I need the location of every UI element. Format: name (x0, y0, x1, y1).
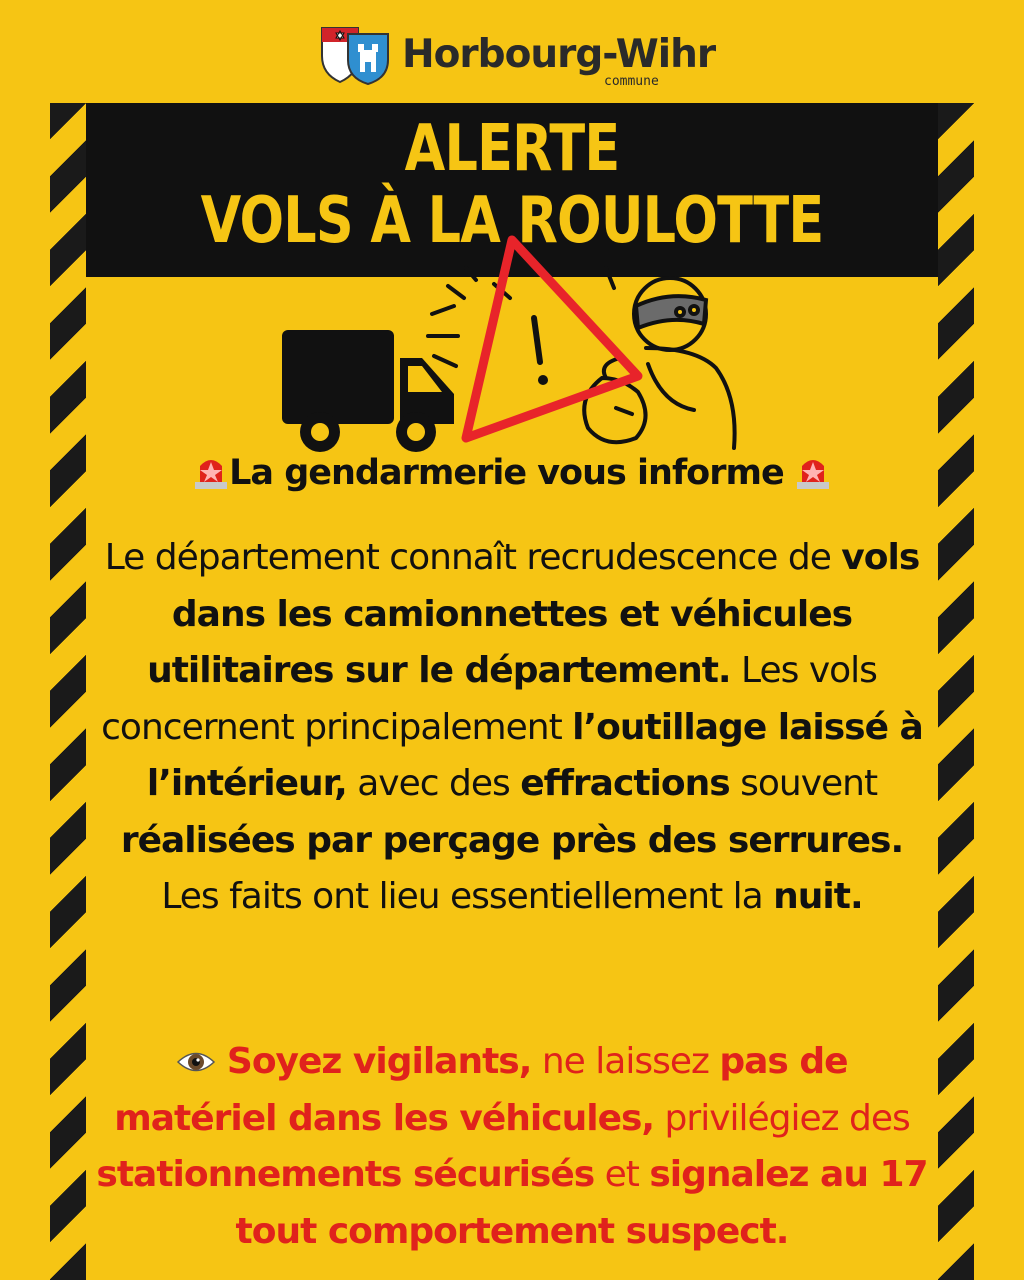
warn-span-bold: signalez au 17 tout comportement suspect. (235, 1154, 928, 1252)
warn-span-bold: Soyez vigilants, (226, 1041, 532, 1082)
text-span: avec des (346, 763, 521, 804)
siren-icon (795, 452, 831, 490)
hazard-stripe-right (938, 103, 974, 1280)
text-span: Le département connaît recrudescence de (104, 537, 842, 578)
title-line-1: ALERTE (404, 112, 620, 186)
info-paragraph (96, 530, 928, 926)
illustration (276, 228, 756, 456)
eye-icon (176, 1049, 216, 1075)
warn-span-bold: stationnements sécurisés (96, 1154, 595, 1195)
title-line-2: VOLS À LA ROULOTTE (200, 184, 824, 258)
truck-icon (282, 286, 464, 452)
warn-span: et (594, 1154, 650, 1195)
coat-of-arms-icon (318, 22, 394, 86)
warning-triangle-icon (466, 240, 638, 438)
text-span-bold: vols dans les camionnettes et véhicules utilitaires sur le département. (147, 537, 920, 691)
text-span-bold: réalisées par perçage près des serrures. (120, 819, 904, 861)
right-margin (974, 103, 1024, 1280)
commune-logo (318, 22, 718, 88)
warn-span: ne laissez (531, 1041, 720, 1082)
info-heading (86, 452, 938, 493)
text-span-bold: l’outillage laissé à l’intérieur, (146, 706, 923, 804)
info-heading-text: La gendarmerie vous informe (229, 453, 784, 493)
commune-subtitle: commune (604, 74, 659, 89)
text-span-bold: nuit. (773, 876, 863, 917)
hazard-stripe-left (50, 103, 86, 1280)
warning-paragraph (96, 1034, 928, 1260)
left-margin (0, 103, 50, 1280)
text-span: Les faits ont lieu essentiellement la (161, 876, 774, 917)
warn-span: privilégiez des (654, 1097, 910, 1139)
text-span: souvent (729, 763, 878, 804)
text-span: Les vols concernent principalement (101, 650, 877, 748)
commune-name: Horbourg-Wihr (402, 32, 716, 77)
warn-span-bold: pas de matériel dans les véhicules, (114, 1041, 848, 1139)
siren-icon (193, 452, 229, 490)
text-span-bold: effractions (520, 763, 730, 804)
